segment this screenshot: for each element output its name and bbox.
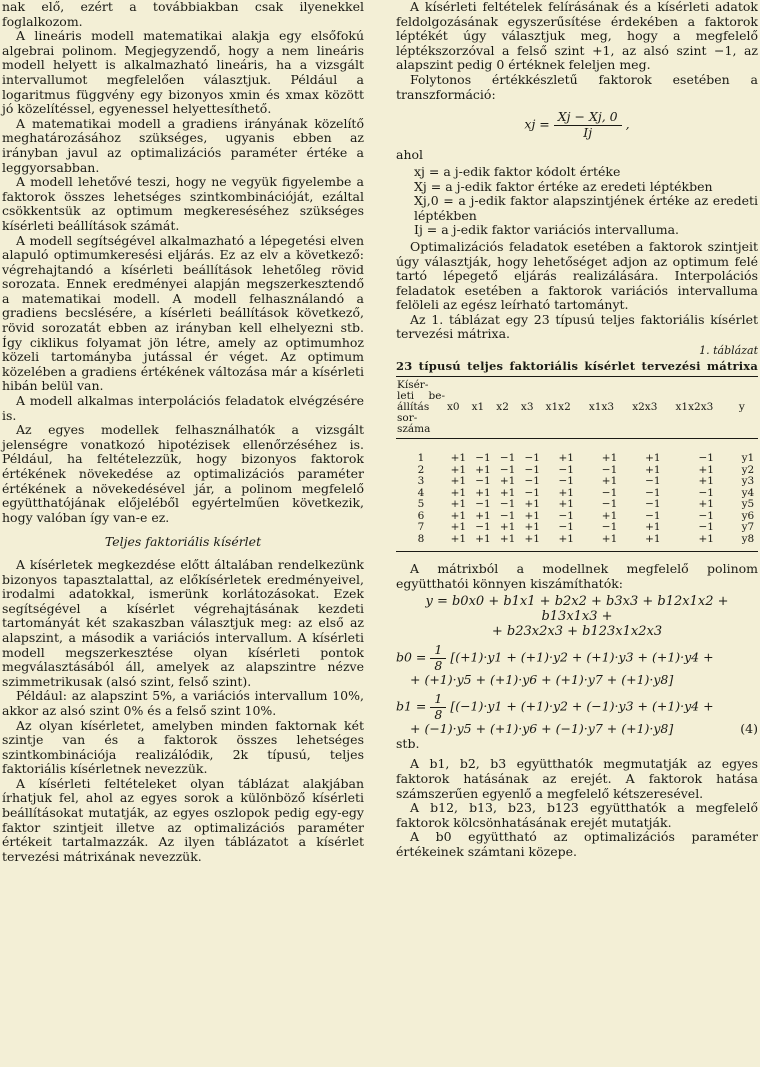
- table-header-cell: Kísér-leti be-állítás sor-száma: [396, 377, 446, 439]
- table-cell: −1: [475, 498, 491, 511]
- equation-line: [(−1)·y1 + (+1)·y2 + (−1)·y3 + (+1)·y4 +: [450, 698, 714, 714]
- table-cell: +1: [601, 475, 618, 488]
- paragraph: Folytonos értékkészletű faktorok esetében a transzformáció:: [396, 71, 758, 102]
- table-cell: −1: [499, 463, 516, 476]
- definition: Ij = a j-edik faktor variációs intervalluma.: [414, 222, 679, 238]
- equation-fraction: [554, 110, 622, 140]
- equation-number: (4): [740, 721, 758, 737]
- section-heading: Teljes faktoriális kísérlet: [104, 534, 262, 550]
- table-cell: −1: [698, 521, 714, 534]
- table-cell: −1: [601, 521, 618, 534]
- paragraph: A lineáris modell matematikai alakja egy elsőfokú algebrai polinom. Megjegyzendő, hogy a nem lineáris modell helyett is alkalmazható lineáris, ha a vizsgált intervallumot megfelelően választjuk. Például a logaritmus függvény egy bizonyos xmin és xmax között jó közelítéssel, egyenessel helyettesíthető.: [2, 28, 364, 117]
- table-header-cell: x1x3: [588, 377, 631, 439]
- table-cell: −1: [524, 475, 540, 488]
- equation-line-wrap: [396, 722, 758, 737]
- table-cell: +1: [499, 475, 516, 488]
- table-cell: −1: [475, 521, 491, 534]
- table-cell: +1: [588, 534, 631, 552]
- table-cell: 5: [417, 498, 425, 511]
- table-cell: +1: [499, 521, 516, 534]
- table-cell: +1: [495, 534, 520, 552]
- design-matrix-table: [396, 376, 758, 552]
- table-header-cell: x1x2x3: [675, 377, 738, 439]
- paragraph: A modell segítségével alkalmazható a lépegetési elven alapuló optimumkeresési eljárás. Ez az elv a következő: végrehajtandó a kísérleti beállítások lehetőleg rövid sorozata. Ennek eredményei alapján megszerkesztendő a matematikai modell. A modell felhasználandó a gradiens becslésére, a kísérleti beállítások következő, rövid sorozatát ebben az irányban kell elhelyezni stb. Így ciklikus folyamat jön létre, amely az optimumhoz közeli tartományba jutással ér véget. Az optimum közelében a gradiens értékének változása már a kísérleti hibán belül van.: [2, 232, 364, 394]
- table-cell: +1: [601, 452, 618, 465]
- fraction-numerator: 1: [430, 692, 446, 708]
- definition: xj = a j-edik faktor kódolt értéke: [414, 163, 621, 179]
- paragraph: Az egyes modellek felhasználhatók a vizsgált jelenségre vonatkozó hipotézisek ellenőrzéséhez is. Például, ha feltételezzük, hogy bizonyos faktorok értékének növekedése az optimalizációs paraméter értékének a növekedésével jár, a polinom megfelelő együtthatójának előjeléből egyértelműen következik, hogy valóban így van-e ez.: [2, 422, 364, 525]
- transform-equation: [396, 110, 758, 140]
- table-cell: +1: [558, 452, 574, 465]
- table-cell: +1: [450, 452, 467, 465]
- table-header-cell: x1: [471, 377, 496, 439]
- table-cell: y7: [741, 521, 755, 534]
- paragraph: Az olyan kísérletet, amelyben minden faktornak két szintje van és a faktorok összes lehetséges szintkombinációja realizálódik, 2k típusú, teljes faktoriális kísérletnek nevezzük.: [2, 717, 364, 777]
- table-cell: 2: [417, 463, 425, 476]
- paragraph: A b12, b13, b23, b123 együtthatók a megfelelő faktorok kölcsönhatásának erejét mutatják.: [396, 800, 758, 830]
- table-header-cell: y: [738, 377, 758, 439]
- table-cell: +1: [450, 509, 467, 522]
- table-cell: +1: [698, 475, 714, 488]
- table-cell: +1: [524, 521, 540, 534]
- paragraph: A kísérleti feltételek felírásának és a kísérleti adatok feldolgozásának egyszerűsítése érdekében a faktorok léptékét úgy választjuk meg, hogy a megfelelő léptékszorzóval a felső szint +1, az alsó szint −1, az alapszint pedig 0 értéknek feleljen meg.: [396, 0, 758, 73]
- table-cell: +1: [698, 463, 714, 476]
- table-cell: 7: [417, 521, 425, 534]
- table-cell: −1: [601, 498, 618, 511]
- table-cell: +1: [446, 534, 471, 552]
- paragraph: A kísérletek megkezdése előtt általában rendelkezünk bizonyos tapasztalattal, az előkísérletek eredményeivel, irodalmi adatokkal, ismerünk korlátozásokat. Ezek segítségével a kísérlet végrehajtásának kezdeti tartományát két szakaszban választjuk meg: az első az alapszint, a második a variációs intervallum. A kísérleti modell megszerkesztése olyan kísérleti pontok megválasztásából áll, amelyek az alapszintre nézve szimmetrikusak (alsó szint, felső szint).: [2, 556, 364, 689]
- table-cell: +1: [545, 534, 588, 552]
- paragraph: A modell alkalmas interpolációs feladatok elvégzésére is.: [2, 393, 364, 423]
- equation-fraction: [430, 692, 446, 722]
- table-caption: 1. táblázat: [699, 344, 758, 358]
- table-cell: −1: [645, 509, 661, 522]
- equation-lhs: xj =: [524, 116, 550, 132]
- paragraph: A modell lehetővé teszi, hogy ne vegyük figyelembe a faktorok összes lehetséges szintkombinációját, ezáltal csökkentsük az optimum megkereséséhez szükséges kísérleti beállítások számát.: [2, 174, 364, 233]
- b0-equation: [396, 643, 758, 688]
- table-cell: y4: [741, 486, 755, 499]
- table-cell: −1: [645, 498, 661, 511]
- table-header-cell: x1x2: [545, 377, 588, 439]
- paragraph: A kísérleti feltételeket olyan táblázat alakjában írhatjuk fel, ahol az egyes sorok a különböző kísérleti beállításokat mutatják, az egyes oszlopok pedig egy-egy faktor szintjeit illetve az optimalizációs paraméter értékeit tartalmazzák. Az ilyen táblázatot a kísérlet tervezési mátrixának nevezzük.: [2, 775, 364, 864]
- paragraph: A b0 együttható az optimalizációs paraméter értékeinek számtani közepe.: [396, 829, 758, 859]
- table-cell: −1: [499, 498, 516, 511]
- table-cell: y2: [741, 463, 755, 476]
- table-header-cell: x2x3: [631, 377, 674, 439]
- table-cell: −1: [475, 475, 491, 488]
- table-cell: +1: [558, 486, 574, 499]
- table-cell: y5: [741, 498, 755, 511]
- table-cell: +1: [698, 498, 714, 511]
- table-cell: −1: [475, 452, 491, 465]
- table-cell: +1: [675, 534, 738, 552]
- table-title: 23 típusú teljes faktoriális kísérlet tervezési mátrixa: [396, 358, 758, 373]
- table-cell: +1: [475, 463, 491, 476]
- fraction-numerator: 1: [430, 643, 446, 659]
- paragraph: A b1, b2, b3 együtthatók megmutatják az egyes faktorok hatásának az erejét. A faktorok hatása számszerűen egyenlő a megfelelő kétszeresével.: [396, 756, 758, 801]
- table-cell: +1: [524, 498, 540, 511]
- table-cell: +1: [520, 534, 545, 552]
- table-cell: 8: [396, 534, 446, 552]
- table-cell: +1: [645, 452, 661, 465]
- table-cell: +1: [450, 475, 467, 488]
- definition: Xj = a j-edik faktor értéke az eredeti léptékben: [414, 178, 713, 194]
- table-cell: −1: [524, 486, 540, 499]
- fraction-denominator: 8: [434, 657, 443, 673]
- table-cell: −1: [698, 452, 714, 465]
- table-header-row: [396, 377, 758, 439]
- fraction-numerator: Xj − Xj, 0: [554, 110, 622, 126]
- paragraph: A mátrixból a modellnek megfelelő polinom együtthatói könnyen kiszámíthatók:: [396, 561, 758, 591]
- table-body: [396, 439, 758, 552]
- paragraph: Például: az alapszint 5%, a variációs intervallum 10%, akkor az alsó szint 0% és a felső szint 10%.: [2, 688, 364, 718]
- table-cell: 6: [417, 509, 425, 522]
- fraction-denominator: 8: [434, 706, 443, 722]
- paragraph: stb.: [396, 735, 420, 751]
- table-cell: +1: [471, 534, 496, 552]
- paragraph: ahol: [396, 147, 424, 163]
- table-cell: −1: [499, 509, 516, 522]
- table-row: [396, 439, 758, 465]
- table-header-cell: x0: [446, 377, 471, 439]
- table-cell: −1: [601, 463, 618, 476]
- table-cell: −1: [524, 463, 540, 476]
- table-cell: +1: [645, 463, 661, 476]
- right-column: [396, 0, 758, 860]
- table-cell: +1: [450, 486, 467, 499]
- table-cell: −1: [601, 486, 618, 499]
- paragraph: Optimalizációs feladatok esetében a faktorok szintjeit úgy választják, hogy lehetőséget adjon az optimum felé tartó lépegető eljárás realizálására. Interpolációs feladatok esetében a faktorok variációs intervalluma felöleli az egész leírható tartományt.: [396, 238, 758, 313]
- table-cell: −1: [558, 463, 574, 476]
- table-header-cell: x2: [495, 377, 520, 439]
- fraction-denominator: Ij: [583, 124, 593, 140]
- table-cell: y3: [741, 475, 755, 488]
- table-cell: +1: [601, 509, 618, 522]
- table-cell: y1: [741, 452, 755, 465]
- table-cell: +1: [475, 486, 491, 499]
- table-cell: +1: [631, 534, 674, 552]
- table-row: [396, 534, 758, 552]
- table-cell: −1: [698, 509, 714, 522]
- table-cell: y8: [738, 534, 758, 552]
- table-cell: y6: [741, 509, 755, 522]
- equation-line: y = b0x0 + b1x1 + b2x2 + b3x3 + b12x1x2 + b13x1x3 +: [425, 594, 729, 625]
- table-cell: −1: [524, 452, 540, 465]
- equation-lhs: b1 =: [396, 698, 427, 714]
- table-cell: 3: [417, 475, 425, 488]
- equation-fraction: [430, 643, 446, 673]
- table-header-cell: x3: [520, 377, 545, 439]
- definition: Xj,0 = a j-edik faktor alapszintjének értéke az eredeti léptékben: [414, 193, 758, 223]
- paragraph: Az 1. táblázat egy 23 típusú teljes faktoriális kísérlet tervezési mátrixa.: [396, 311, 758, 342]
- equation-line: + b23x2x3 + b123x1x2x3: [491, 623, 663, 639]
- table-cell: −1: [645, 486, 661, 499]
- table-cell: +1: [558, 498, 574, 511]
- paragraph: nak elő, ezért a továbbiakban csak ilyenekkel foglalkozom.: [2, 0, 364, 29]
- table-cell: +1: [450, 521, 467, 534]
- equation-tail: ,: [625, 116, 630, 132]
- paragraph: A matematikai modell a gradiens irányának közelítő meghatározásához szükséges, ugyanis ebben az irányban javul az optimalizációs paraméter értéke a leggyorsabban.: [2, 115, 364, 175]
- b1-equation: [396, 692, 758, 737]
- equation-lhs: b0 =: [396, 649, 427, 665]
- table-cell: −1: [558, 475, 574, 488]
- table-cell: 4: [417, 486, 425, 499]
- table-cell: +1: [499, 486, 516, 499]
- table-cell: +1: [475, 509, 491, 522]
- equation-line: [(+1)·y1 + (+1)·y2 + (+1)·y3 + (+1)·y4 +: [450, 649, 714, 665]
- left-column: [2, 0, 364, 864]
- table-cell: +1: [645, 521, 661, 534]
- table-cell: −1: [698, 486, 714, 499]
- definitions: [414, 165, 758, 238]
- table-cell: −1: [499, 452, 516, 465]
- polynomial-equation: [396, 595, 758, 639]
- table-cell: +1: [450, 498, 467, 511]
- table-cell: 1: [417, 452, 425, 465]
- table-cell: −1: [558, 521, 574, 534]
- table-cell: −1: [558, 509, 574, 522]
- table-cell: +1: [524, 509, 540, 522]
- table-cell: −1: [645, 475, 661, 488]
- equation-line: + (−1)·y5 + (+1)·y6 + (−1)·y7 + (+1)·y8]: [410, 721, 674, 737]
- table-cell: +1: [450, 463, 467, 476]
- equation-line: + (+1)·y5 + (+1)·y6 + (+1)·y7 + (+1)·y8]: [410, 672, 674, 688]
